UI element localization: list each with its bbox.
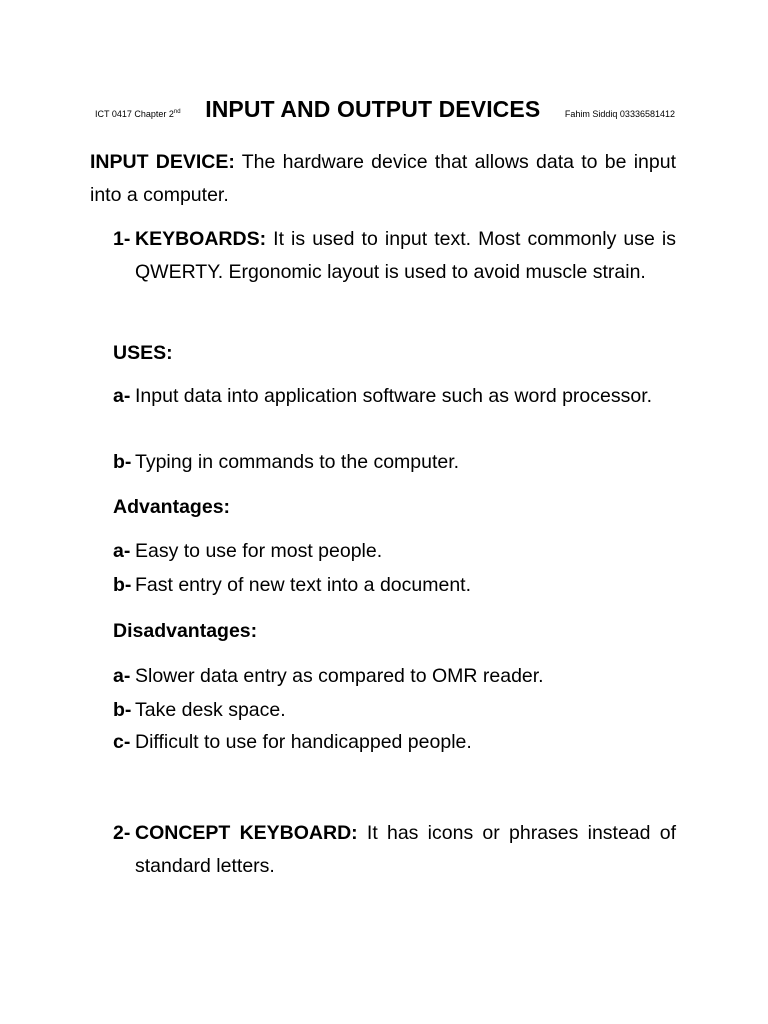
intro-text: The hardware device that allows data to be input into a computer. (90, 151, 676, 206)
section-term: KEYBOARDS: (135, 228, 267, 250)
section-term: CONCEPT KEYBOARD: (135, 822, 358, 844)
section-number: 1- (113, 228, 131, 250)
intro-term: INPUT DEVICE: (90, 151, 235, 173)
section-number: 2- (113, 822, 131, 844)
list-item (113, 446, 676, 479)
list-item-text: Easy to use for most people. (135, 540, 383, 562)
list-item-text: Fast entry of new text into a document. (135, 574, 472, 596)
list-item-text: Take desk space. (135, 699, 286, 721)
list-item (113, 726, 676, 759)
disadvantages-heading: Disadvantages: (113, 620, 258, 642)
intro-paragraph (90, 146, 676, 212)
list-marker: b- (113, 451, 132, 473)
list-marker: b- (113, 574, 132, 596)
list-item-text: Input data into application software such as word processor. (135, 385, 653, 407)
page-title: INPUT AND OUTPUT DEVICES (205, 96, 541, 122)
list-marker: a- (113, 665, 131, 687)
list-marker: b- (113, 699, 132, 721)
list-item (113, 569, 676, 602)
section-concept-keyboard (113, 817, 676, 883)
list-item (113, 660, 676, 693)
list-marker: c- (113, 731, 131, 753)
page-header (95, 96, 675, 123)
uses-heading: USES: (113, 342, 173, 364)
header-author: Fahim Siddiq 03336581412 (564, 109, 675, 119)
list-item-text: Difficult to use for handicapped people. (135, 731, 472, 753)
list-item (113, 380, 676, 413)
section-keyboards (113, 223, 676, 289)
section-text: It is used to input text. Most commonly use is QWERTY. Ergonomic layout is used to avoid muscle strain. (135, 228, 676, 283)
list-item (113, 535, 676, 568)
section-text: It has icons or phrases instead of standard letters. (135, 822, 677, 877)
header-course-label: ICT 0417 Chapter 2nd (95, 109, 181, 119)
list-item-text: Slower data entry as compared to OMR reader. (135, 665, 544, 687)
list-item (113, 694, 676, 727)
list-item-text: Typing in commands to the computer. (135, 451, 460, 473)
list-marker: a- (113, 385, 131, 407)
advantages-heading: Advantages: (113, 496, 231, 518)
list-marker: a- (113, 540, 131, 562)
